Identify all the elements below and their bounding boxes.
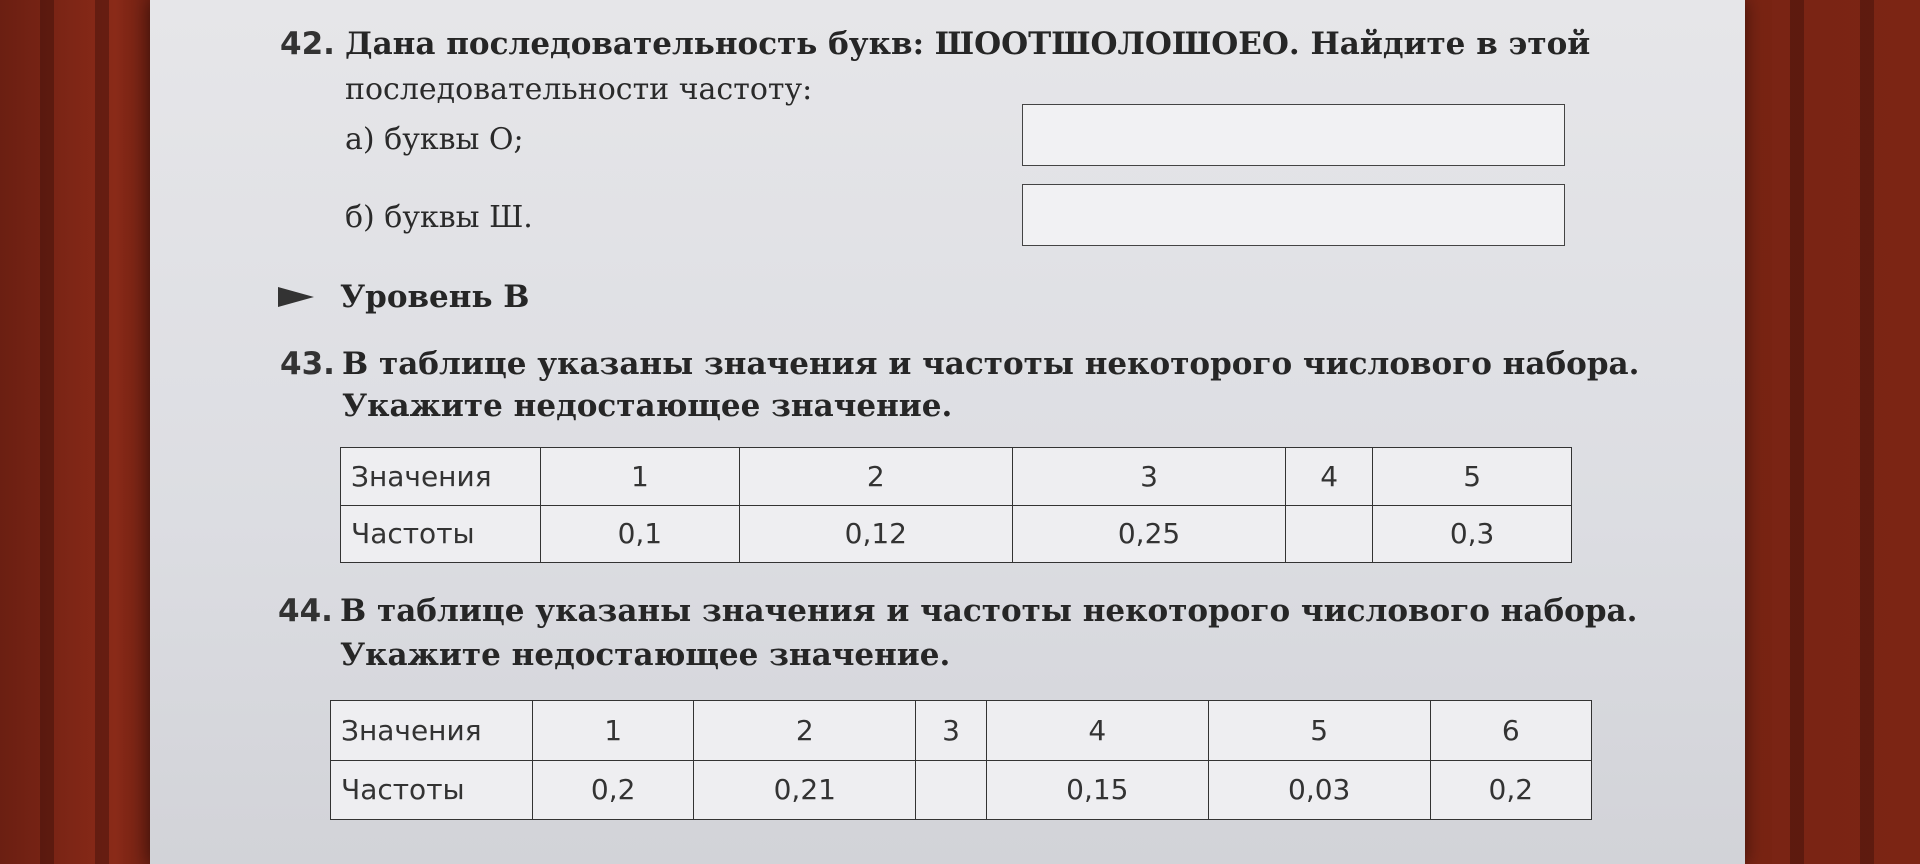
frequency-row-label: Частоты [341, 505, 541, 563]
value-cell: 1 [541, 448, 740, 506]
wood-grain [40, 0, 54, 864]
table-row [331, 701, 1592, 761]
frequency-cell: 0,2 [1430, 760, 1591, 820]
task-42-answer-a-box[interactable] [1022, 104, 1565, 166]
value-cell: 1 [533, 701, 694, 761]
value-cell: 3 [916, 701, 987, 761]
wood-grain [1860, 0, 1874, 864]
missing-frequency-cell[interactable] [1286, 505, 1373, 563]
task-42-text-line-2: последовательности частоту: [345, 72, 813, 107]
task-42-part-a-label: а) буквы О; [345, 122, 524, 157]
wood-grain [95, 0, 109, 864]
value-cell: 4 [986, 701, 1208, 761]
frequency-cell: 0,15 [986, 760, 1208, 820]
task-43-table [340, 447, 1572, 563]
level-heading: Уровень В [340, 279, 530, 315]
missing-frequency-cell[interactable] [916, 760, 987, 820]
frequency-cell: 0,25 [1012, 505, 1285, 563]
table-row [341, 448, 1572, 506]
value-cell: 4 [1286, 448, 1373, 506]
task-42-answer-b-box[interactable] [1022, 184, 1565, 246]
value-cell: 3 [1012, 448, 1285, 506]
frequency-cell: 0,1 [541, 505, 740, 563]
table-row [331, 760, 1592, 820]
value-cell: 5 [1373, 448, 1572, 506]
frequency-cell: 0,3 [1373, 505, 1572, 563]
task-43-text-line-1: В таблице указаны значения и частоты некоторого числового набора. [342, 346, 1640, 382]
wood-grain [1790, 0, 1804, 864]
task-44-text-line-1: В таблице указаны значения и частоты некоторого числового набора. [340, 593, 1638, 629]
frequency-cell: 0,2 [533, 760, 694, 820]
value-cell: 5 [1208, 701, 1430, 761]
values-row-label: Значения [331, 701, 533, 761]
task-43-number: 43. [280, 346, 335, 382]
value-cell: 6 [1430, 701, 1591, 761]
frequency-cell: 0,21 [694, 760, 916, 820]
task-44-number: 44. [278, 593, 333, 629]
task-42-part-b-label: б) буквы Ш. [345, 200, 533, 235]
value-cell: 2 [739, 448, 1012, 506]
values-row-label: Значения [341, 448, 541, 506]
table-row [341, 505, 1572, 563]
worksheet-page [150, 0, 1745, 864]
frequency-cell: 0,12 [739, 505, 1012, 563]
frequency-cell: 0,03 [1208, 760, 1430, 820]
task-42-text-line-1: Дана последовательность букв: ШООТШОЛОШОЕО. Найдите в этой [345, 26, 1591, 62]
level-arrow-icon [278, 287, 314, 307]
task-44-table [330, 700, 1592, 820]
task-42-number: 42. [280, 26, 335, 62]
value-cell: 2 [694, 701, 916, 761]
task-43-text-line-2: Укажите недостающее значение. [342, 388, 953, 424]
task-44-text-line-2: Укажите недостающее значение. [340, 637, 951, 673]
frequency-row-label: Частоты [331, 760, 533, 820]
